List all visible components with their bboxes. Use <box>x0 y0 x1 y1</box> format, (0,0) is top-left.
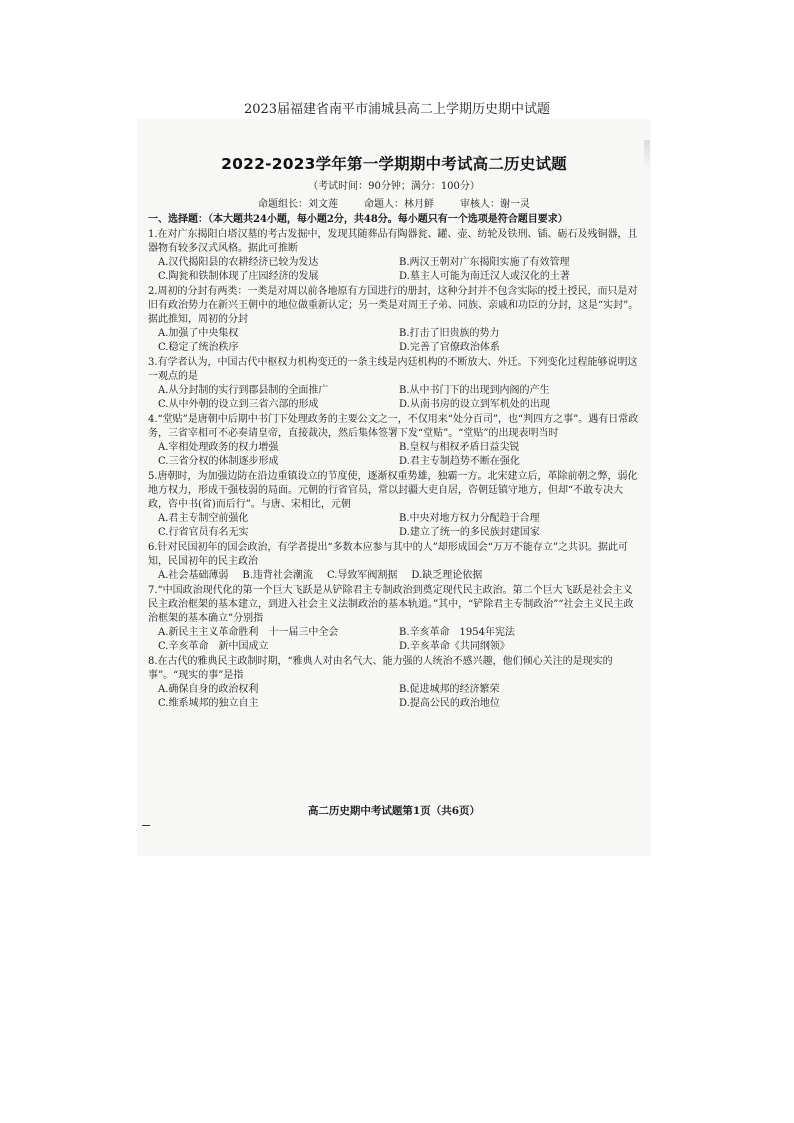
section-heading: 一、选择题：（本大题共24小题，每小题2分，共48分。每小题只有一个选项是符合题目要求） <box>148 214 568 225</box>
answer-option: C.稳定了统治秩序 <box>158 342 239 353</box>
question <box>148 413 640 469</box>
answer-option: A.宰相处理政务的权力增强 <box>158 442 279 453</box>
answer-option: B.辛亥革命 1954年宪法 <box>399 627 515 638</box>
option-group <box>148 683 640 711</box>
answer-option: D.完善了官僚政治体系 <box>399 342 500 353</box>
question-stem: 8.在古代的雅典民主政制时期，“雅典人对由名气大、能力强的人统治不感兴趣，他们倾心关注的是现实的事”。“现实的事”是指 <box>148 656 613 681</box>
exam-lead: 命题组长：刘文莲 <box>258 199 338 210</box>
answer-option: D.提高公民的政治地位 <box>399 698 500 709</box>
question <box>148 470 640 540</box>
option-group <box>148 384 640 412</box>
question-stem: 5.唐朝时，为加强边防在沿边重镇设立的节度使，逐渐权重势雄，独霸一方。北宋建立后，革除前朝之弊，弱化地方权力，形成干强枝弱的局面。元朝的行省官员，常以封疆大吏自居，咨朝廷镇守地方，但却“不敢专决大政，咨中书(省)而后行”。与唐、宋相比，元朝 <box>148 471 638 510</box>
answer-option: D.缺乏理论依据 <box>411 570 483 581</box>
answer-option: B.促进城邦的经济繁荣 <box>399 684 500 695</box>
option-group <box>148 441 640 469</box>
answer-option: D.辛亥革命《共同纲领》 <box>399 641 510 652</box>
answer-option: D.君主专制趋势不断在强化 <box>399 456 520 467</box>
document-header: 2023届福建省南平市浦城县高二上学期历史期中试题 <box>243 102 551 117</box>
answer-option: C.维系城邦的独立自主 <box>158 698 259 709</box>
question <box>148 228 640 284</box>
question-stem: 7.“中国政治现代化的第一个巨大飞跃是从铲除君主专制政治到奠定现代民主政治。第二个巨大飞跃是社会主义民主政治框架的基本建立，到进入社会主义法制政治的基本轨道。”其中，“铲除君主专制政治”“社会主义民主政治框架的基本确立”分别指 <box>148 585 634 624</box>
option-group <box>148 512 640 540</box>
question <box>148 584 640 654</box>
answer-option: A.社会基础薄弱 <box>158 570 229 581</box>
exam-content <box>148 152 640 711</box>
answer-option: A.确保自身的政治权利 <box>158 684 259 695</box>
answer-option: B.两汉王朝对广东揭阳实施了有效管理 <box>399 257 570 268</box>
answer-option: A.新民主主义革命胜利 十一届三中全会 <box>158 627 339 638</box>
option-group <box>148 327 640 355</box>
answer-option: B.违背社会潮流 <box>242 570 313 581</box>
question-stem: 3.有学者认为，中国古代中枢权力机构变迁的一条主线是内廷机构的不断放大、外迁。下列变化过程能够说明这一观点的是 <box>148 357 638 382</box>
answer-option: D.墓主人可能为南迁汉人或汉化的土著 <box>399 271 570 282</box>
option-group <box>148 569 640 583</box>
question-stem: 2.周初的分封有两类：一类是对周以前各地原有方国进行的册封，这种分封并不包含实际的授土授民，而只是对旧有政治势力在新兴王朝中的地位做重新认定；另一类是对周王子弟、同族、亲戚和功臣的分封，这是“实封”。据此推知，周初的分封 <box>148 286 639 325</box>
question <box>148 655 640 711</box>
scan-edge-mark <box>644 140 650 170</box>
answer-option: C.陶瓮和铁制体现了庄园经济的发展 <box>158 271 319 282</box>
answer-option: A.君主专制空前强化 <box>158 513 249 524</box>
question <box>148 541 640 583</box>
answer-option: C.辛亥革命 新中国成立 <box>158 641 269 652</box>
exam-title: 2022-2023学年第一学期期中考试高二历史试题 <box>221 155 567 173</box>
option-group <box>148 626 640 654</box>
question-stem: 4.“堂贴”是唐朝中后期中书门下处理政务的主要公文之一，不仅用来“处分百司”，也“判四方之事”。遇有日常政务，三省宰相可不必奏请皇帝，直接裁决，然后集体签署下发“堂贴”。“堂贴”的出现表明当时 <box>148 414 639 439</box>
question <box>148 356 640 412</box>
answer-option: C.从中外朝的设立到三省六部的形成 <box>158 399 319 410</box>
answer-option: B.打击了旧贵族的势力 <box>399 328 500 339</box>
exam-reviewer: 审核人：谢一灵 <box>460 199 530 210</box>
answer-option: A.加强了中央集权 <box>158 328 239 339</box>
scan-mark <box>142 825 150 826</box>
answer-option: D.从南书房的设立到军机处的出现 <box>399 399 550 410</box>
question-stem: 6.针对民国初年的国会政治，有学者提出“多数本应参与其中的人”却形成国会“万万不能存立”之共识。据此可知，民国初年的民主政治 <box>148 542 628 567</box>
exam-info: （考试时间：90分钟；满分：100分） <box>308 181 480 192</box>
exam-people <box>148 195 640 210</box>
question-stem: 1.在对广东揭阳白塔汉墓的考古发掘中，发现其随葬品有陶器瓮、罐、壶、纺轮及铁刑、锸、砺石及残铜器，且器物有较多汉式风格。据此可推断 <box>148 229 638 254</box>
answer-option: A.从分封制的实行到郡县制的全面推广 <box>158 385 329 396</box>
answer-option: C.导致军阀割据 <box>326 570 398 581</box>
exam-author: 命题人：林月鲜 <box>364 199 434 210</box>
scanned-exam-page <box>138 120 650 855</box>
answer-option: B.从中书门下的出现到内阁的产生 <box>399 385 550 396</box>
option-group <box>148 256 640 284</box>
page-footer: 高二历史期中考试题第1页（共6页） <box>307 805 481 817</box>
answer-option: C.三省分权的体制逐步形成 <box>158 456 279 467</box>
question <box>148 285 640 355</box>
answer-option: C.行省官员有名无实 <box>158 527 249 538</box>
answer-option: B.皇权与相权矛盾日益尖锐 <box>399 442 520 453</box>
answer-option: D.建立了统一的多民族封建国家 <box>399 527 540 538</box>
answer-option: B.中央对地方权力分配趋于合理 <box>399 513 540 524</box>
answer-option: A.汉代揭阳县的农耕经济已较为发达 <box>158 257 319 268</box>
question-list <box>148 228 640 711</box>
